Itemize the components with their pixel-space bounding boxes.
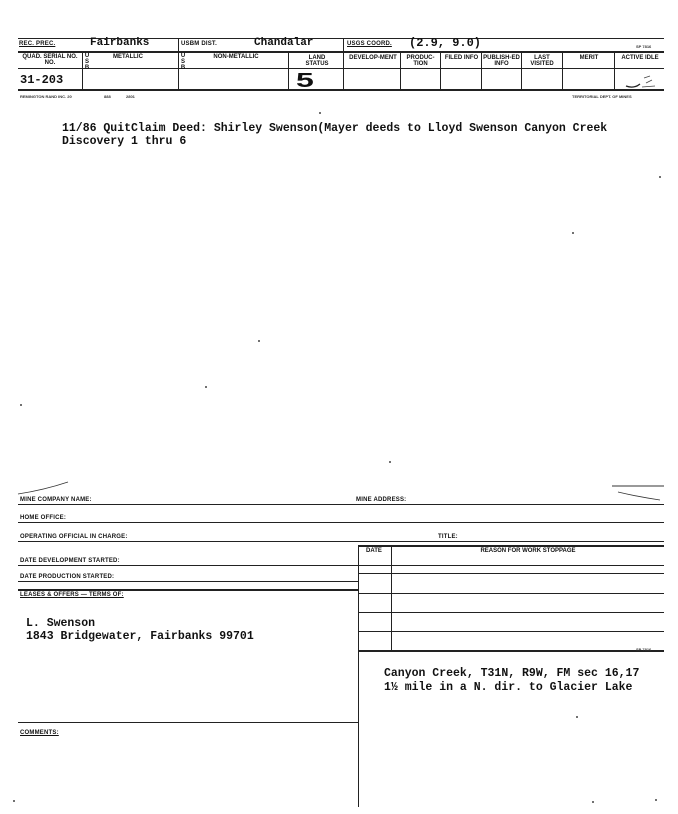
home-office-label: HOME OFFICE: — [20, 515, 67, 521]
note-line-2: Discovery 1 thru 6 — [62, 135, 187, 148]
column-divider — [82, 51, 83, 89]
quad-serial-value: 31-203 — [20, 73, 64, 87]
scan-speck — [205, 386, 207, 388]
production-header: PRODUC-TION — [406, 55, 435, 67]
header-rule-2 — [18, 51, 664, 53]
scan-speck — [659, 176, 661, 178]
usgs-coord-label: USGS COORD. — [347, 41, 392, 47]
column-divider — [481, 51, 482, 89]
usgs-coord-value: (2.9, 9.0) — [409, 36, 482, 50]
published-info-header: PUBLISH-ED INFO — [483, 55, 520, 67]
column-divider — [562, 51, 563, 89]
title-label: TITLE: — [438, 534, 458, 540]
table-divider — [391, 545, 392, 650]
table-divider — [358, 545, 359, 807]
scan-speck — [319, 112, 321, 114]
header-divider — [178, 38, 179, 89]
scan-speck — [13, 800, 15, 802]
form-number-top: SP 7816 — [636, 44, 652, 49]
rec-prec-value: Fairbanks — [90, 37, 150, 49]
form-rule — [358, 573, 664, 574]
usbm-dist-label: USBM DIST. — [181, 41, 218, 47]
lessee-name: L. Swenson — [26, 617, 96, 630]
usb-header: U S B — [84, 53, 90, 71]
form-rule — [18, 722, 358, 723]
leases-label: LEASES & OFFERS — TERMS OF: — [20, 592, 124, 598]
filed-info-header: FILED INFO — [444, 55, 479, 61]
date-production-label: DATE PRODUCTION STARTED: — [20, 574, 115, 580]
imprint-right: TERRITORIAL DEPT. OF MINES — [572, 94, 632, 99]
form-rule — [18, 589, 358, 591]
comments-label: COMMENTS: — [20, 730, 59, 736]
form-rule — [358, 612, 664, 613]
scan-speck — [655, 799, 657, 801]
imprint-code-2: 2801 — [126, 94, 135, 99]
usb-header-2: U S B — [180, 53, 186, 71]
scan-speck — [576, 716, 578, 718]
imprint-left: REMINGTON RAND INC. 20 — [20, 94, 72, 99]
lessee-address: 1843 Bridgewater, Fairbanks 99701 — [26, 630, 254, 643]
column-divider — [521, 51, 522, 89]
imprint-code-1: 888 — [104, 94, 111, 99]
land-status-header: LAND STATUS — [305, 55, 329, 67]
column-divider — [288, 51, 289, 89]
column-divider — [400, 51, 401, 89]
form-rule — [18, 504, 664, 505]
merit-header: MERIT — [579, 55, 599, 61]
torn-top-edge — [14, 476, 674, 506]
scan-speck — [258, 340, 260, 342]
reason-column-header: REASON FOR WORK STOPPAGE — [480, 548, 576, 554]
form-rule — [358, 650, 664, 652]
operating-official-label: OPERATING OFFICIAL IN CHARGE: — [20, 534, 128, 540]
date-development-label: DATE DEVELOPMENT STARTED: — [20, 558, 120, 564]
date-column-header: DATE — [366, 548, 382, 554]
note-line-1: 11/86 QuitClaim Deed: Shirley Swenson(Mayer deeds to Lloyd Swenson Canyon Creek — [62, 122, 608, 135]
location-line-2: 1½ mile in a N. dir. to Glacier Lake — [384, 681, 633, 694]
scan-speck — [389, 461, 391, 463]
header-rule-3 — [18, 68, 664, 69]
active-idle-scribble — [622, 74, 660, 90]
form-rule — [18, 581, 358, 582]
metallic-header: METALLIC — [113, 54, 143, 60]
scan-speck — [20, 404, 22, 406]
form-rule — [358, 545, 664, 547]
form-rule — [18, 522, 664, 523]
header-rule-4 — [18, 89, 664, 91]
location-line-1: Canyon Creek, T31N, R9W, FM sec 16,17 — [384, 667, 640, 680]
scan-speck — [572, 232, 574, 234]
header-divider — [343, 38, 344, 89]
mine-company-name-label: MINE COMPANY NAME: — [20, 497, 92, 503]
form-rule — [358, 631, 664, 632]
active-idle-header: ACTIVE IDLE — [621, 55, 659, 61]
non-metallic-header: NON-METALLIC — [213, 54, 259, 60]
form-rule — [18, 565, 664, 566]
usbm-dist-value: Chandalar — [254, 37, 314, 49]
column-divider — [614, 51, 615, 89]
form-number-bottom: SP 7816 — [636, 647, 652, 652]
scan-speck — [592, 801, 594, 803]
last-visited-header: LAST VISITED — [530, 55, 554, 67]
column-divider — [440, 51, 441, 89]
development-header: DEVELOP-MENT — [349, 55, 397, 61]
rec-prec-label: REC. PREC. — [19, 41, 56, 47]
land-status-value: 5 — [296, 70, 314, 92]
form-rule — [358, 593, 664, 594]
mine-address-label: MINE ADDRESS: — [356, 497, 407, 503]
quad-serial-header: QUAD. SERIAL NO. NO. — [22, 54, 78, 66]
form-rule — [18, 541, 664, 542]
